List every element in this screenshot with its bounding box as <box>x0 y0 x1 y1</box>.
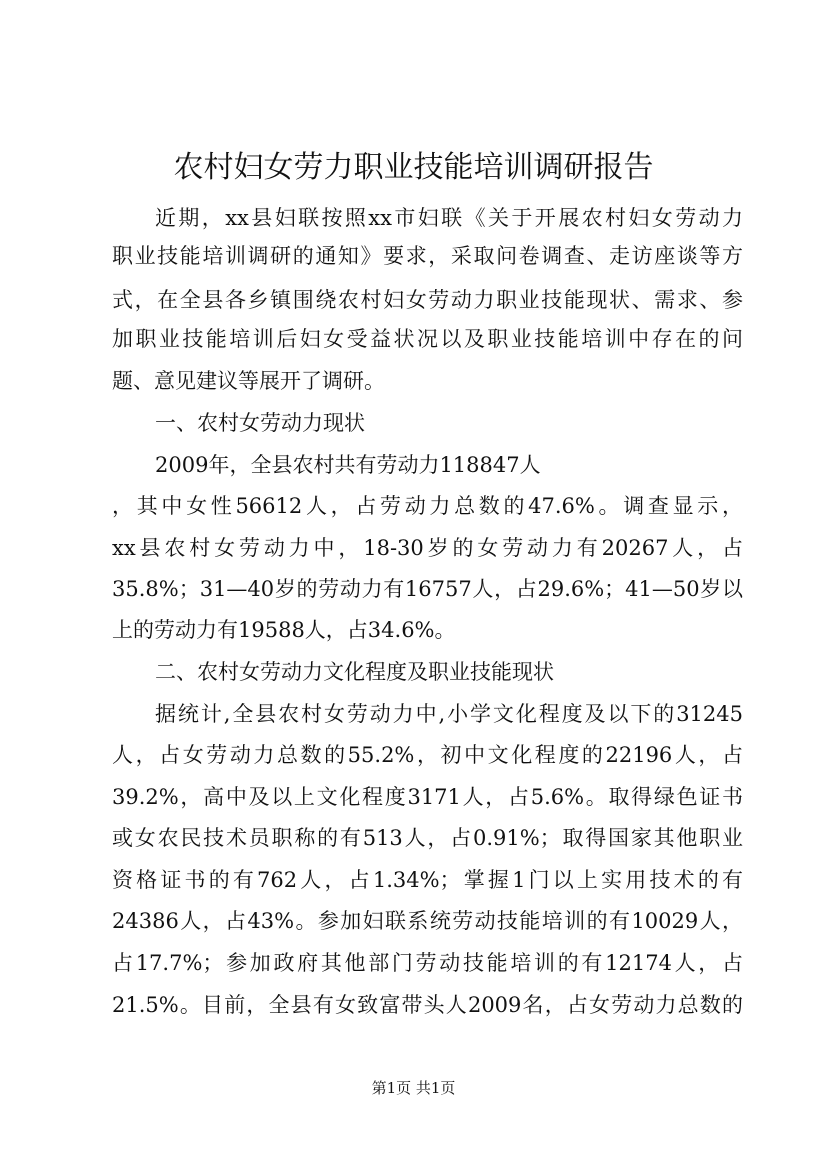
paragraph-line: 39.2%，高中及以上文化程度3171人，占5.6%。取得绿色证书 <box>112 785 743 809</box>
paragraph-line: 2009年，全县农村共有劳动力118847人 <box>155 453 541 477</box>
paragraph-line: xx县农村女劳动力中，18-30岁的女劳动力有20267人，占 <box>112 536 743 560</box>
paragraph-line: 或女农民技术员职称的有513人，占0.91%；取得国家其他职业 <box>112 826 743 850</box>
paragraph-line: 资格证书的有762人，占1.34%；掌握1门以上实用技术的有 <box>112 868 743 892</box>
paragraph-line: 近期，xx县妇联按照xx市妇联《关于开展农村妇女劳动力 <box>155 206 743 230</box>
section-heading: 一、农村女劳动力现状 <box>155 411 365 435</box>
paragraph-line: 加职业技能培训后妇女受益状况以及职业技能培训中存在的问 <box>112 327 743 351</box>
paragraph-line: 题、意见建议等展开了调研。 <box>112 369 385 393</box>
paragraph-line: ，其中女性56612人，占劳动力总数的47.6%。调查显示， <box>112 494 743 518</box>
paragraph-line: 职业技能培训调研的通知》要求，采取问卷调查、走访座谈等方 <box>112 244 743 268</box>
paragraph-line: 35.8%；31—40岁的劳动力有16757人，占29.6%；41—50岁以 <box>112 577 743 601</box>
section-heading: 二、农村女劳动力文化程度及职业技能现状 <box>155 660 554 684</box>
paragraph-line: 占17.7%；参加政府其他部门劳动技能培训的有12174人，占 <box>112 951 743 975</box>
page-footer: 第1页 共1页 <box>371 1079 456 1097</box>
paragraph-line: 上的劳动力有19588人，占34.6%。 <box>112 618 456 642</box>
paragraph-line: 24386人，占43%。参加妇联系统劳动技能培训的有10029人， <box>112 909 743 933</box>
paragraph-line: 式，在全县各乡镇围绕农村妇女劳动力职业技能现状、需求、参 <box>112 288 743 312</box>
paragraph-line: 21.5%。目前，全县有女致富带头人2009名，占女劳动力总数的 <box>112 993 743 1017</box>
paragraph-line: 据统计,全县农村女劳动力中,小学文化程度及以下的31245 <box>155 702 743 726</box>
page-title: 农村妇女劳力职业技能培训调研报告 <box>173 150 654 185</box>
paragraph-line: 人，占女劳动力总数的55.2%，初中文化程度的22196人，占 <box>112 743 743 767</box>
